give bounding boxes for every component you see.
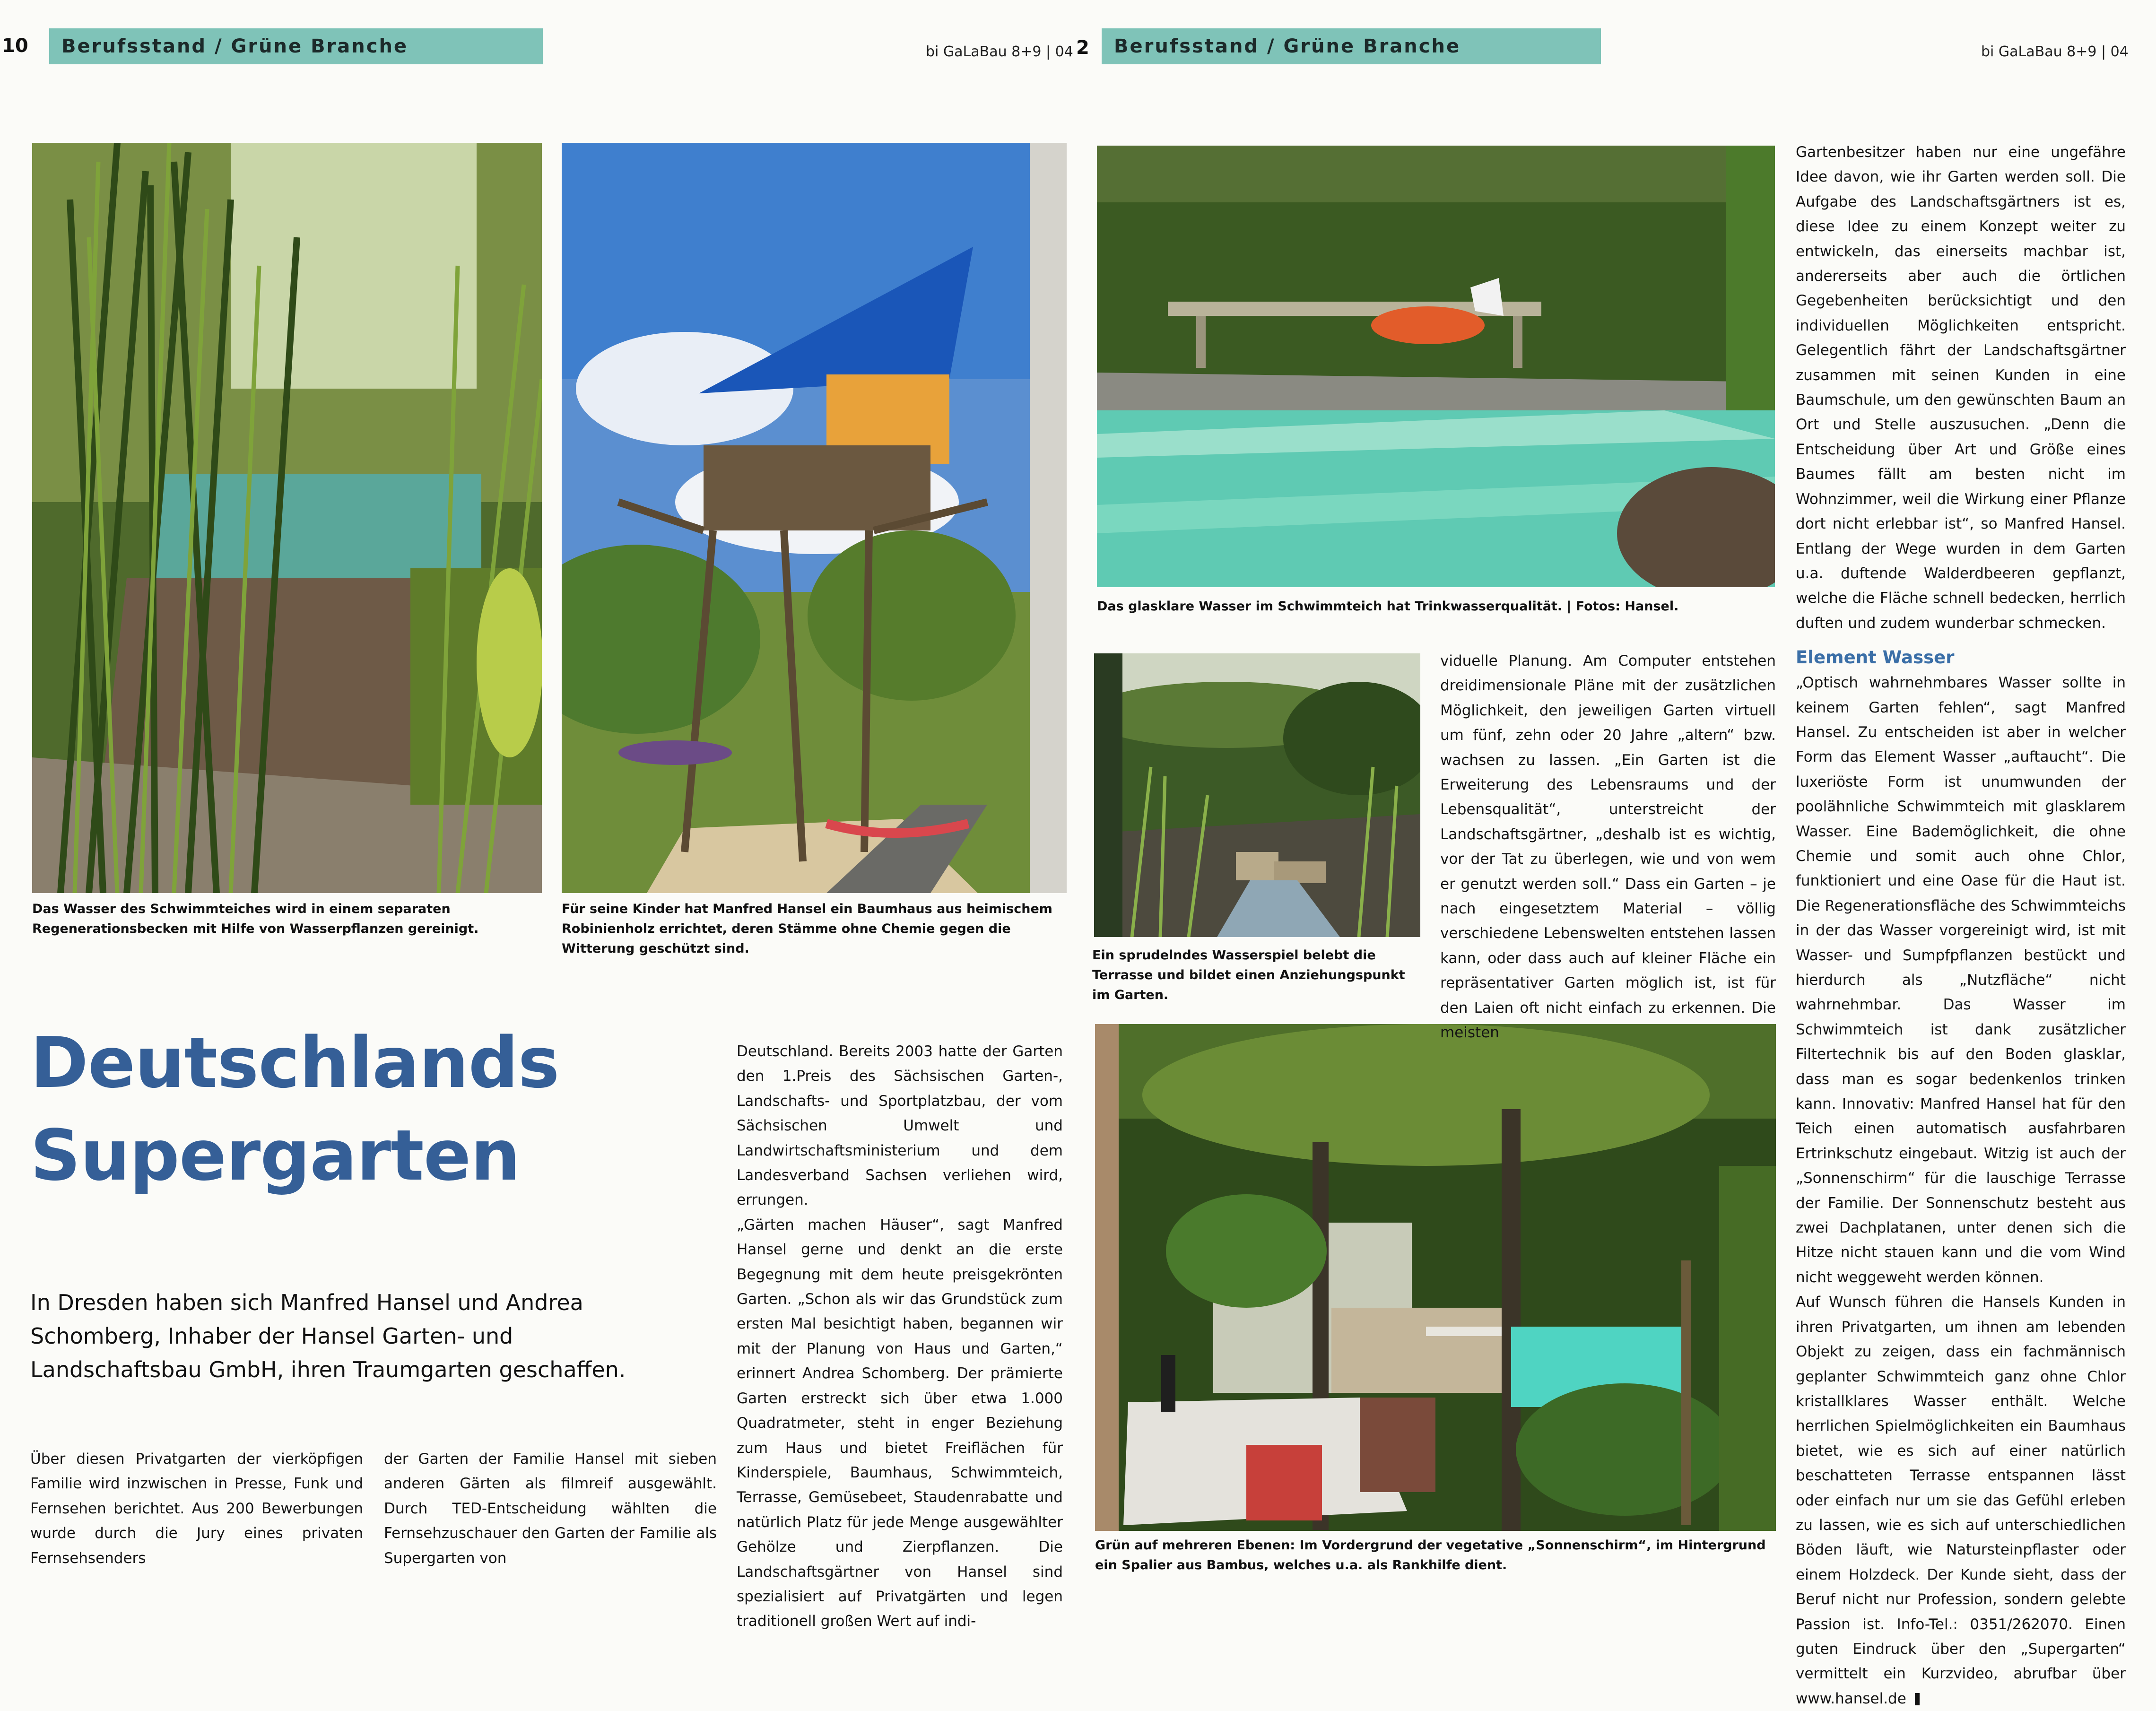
section-title-right: Berufsstand / Grüne Branche bbox=[1114, 35, 1461, 57]
body-column-1 bbox=[30, 1447, 363, 1571]
section-bar-left bbox=[49, 28, 543, 64]
paragraph bbox=[1796, 1290, 2126, 1711]
caption-clear-water: Das glasklare Wasser im Schwimmteich hat Trinkwasserqualität. | Fotos: Hansel. bbox=[1097, 599, 1679, 614]
article-intro: In Dresden haben sich Manfred Hansel und Andrea Schomberg, Inhaber der Hansel Garten- und Landschaftsbau GmbH, ihren Traumgarten geschaffen. bbox=[30, 1290, 626, 1382]
photo-pond-reeds bbox=[32, 143, 542, 893]
body-column-5 bbox=[1796, 140, 2126, 1711]
photo-water-feature bbox=[1094, 653, 1420, 937]
paragraph: „Optisch wahrnehmbares Wasser sollte in keinem Garten fehlen“, sagt Manfred Hansel. Zu entscheiden ist aber in welcher Form das Element Wasser „auftaucht“. Die luxeriöste Form ist unumwunden der poolähnliche Schwimmteich mit glasklarem Wasser. Eine Bademöglichkeit, die ohne Chemie und somit auch ohne Chlor, funktioniert und eine Oase für die Haut ist. Die Regenerationsfläche des Schwimmteichs in der das Wasser vorgereinigt wird, ist mit Wasser- und Sumpfpflanzen bestückt und hierdurch als „Nutzfläche“ nicht wahrnehmbar. Das Wasser im Schwimmteich ist dank zusätzlicher Filtertechnik bis auf den Boden glasklar, dass man es sogar bedenkenlos trinken kann. Innovativ: Manfred Hansel hat für den Teich einen automatisch ausfahrbaren Ertrinkschutz eingebaut. Witzig ist auch der „Sonnenschirm“ für die lauschige Terrasse der Familie. Der Sonnenschutz besteht aus zwei Dachplatanen, unter denen sich die Hitze nicht stauen kann und die vom Wind nicht weggeweht werden können. bbox=[1796, 674, 2126, 1286]
paragraph: Über diesen Privatgarten der vierköpfigen Familie wird inzwischen in Presse, Funk und Fernsehen berichtet. Aus 200 Bewerbungen wurde durch die Jury eines privaten Fernsehsenders bbox=[30, 1450, 363, 1567]
caption-terrace: Grün auf mehreren Ebenen: Im Vordergrund der vegetative „Sonnenschirm“, im Hintergrund ein Spalier aus Bambus, welches u.a. als Rankhilfe dient. bbox=[1095, 1538, 1766, 1572]
paragraph: „Gärten machen Häuser“, sagt Manfred Hansel gerne und denkt an die erste Begegnung mit dem heute preisgekrönten Garten. „Schon als wir das Grundstück zum ersten Mal besichtigt haben, begannen wir mit der Planung von Haus und Garten,“ erinnert Andrea Schomberg. Der prämierte Garten erstreckt sich über etwa 1.000 Quadratmeter, steht in enger Beziehung zum Haus und bietet Freiflächen für Kinderspiele, Baumhaus, Schwimmteich, Terrasse, Gemüsebeet, Staudenrabatte und natürlich Platz für jede Menge ausgewählter Gehölze und Zierpflanzen. Die Landschaftsgärtner von Hansel sind spezialisiert auf Privatgärten und legen traditionell großen Wert auf indi- bbox=[737, 1216, 1063, 1630]
article-headline bbox=[30, 1016, 692, 1202]
caption-treehouse: Für seine Kinder hat Manfred Hansel ein Baumhaus aus heimischem Robinienholz errichtet, deren Stämme ohne Chemie gegen die Witterung geschützt sind. bbox=[562, 902, 1052, 956]
body-column-3 bbox=[737, 1039, 1063, 1634]
issue-label-right: bi GaLaBau 8+9 | 04 bbox=[1981, 43, 2129, 60]
page-number-right: 2 bbox=[1076, 37, 1089, 59]
caption-water-feature: Ein sprudelndes Wasserspiel belebt die Terrasse und bildet einen Anziehungspunkt im Garten. bbox=[1092, 948, 1405, 1002]
subhead-element-wasser: Element Wasser bbox=[1796, 647, 1955, 668]
body-column-4 bbox=[1440, 649, 1776, 1045]
page-number-left: 10 bbox=[2, 35, 28, 57]
paragraph: der Garten der Familie Hansel mit sieben anderen Gärten als filmreif ausgewählt. Durch TED-Entscheidung wählten die Fernsehzuschauer den Garten der Familie als Supergarten von bbox=[384, 1450, 717, 1567]
photo-terrace bbox=[1095, 1024, 1776, 1531]
end-mark bbox=[1915, 1693, 1920, 1705]
section-bar-right bbox=[1102, 28, 1601, 64]
photo-treehouse bbox=[562, 143, 1067, 893]
photo-clear-water bbox=[1097, 146, 1775, 587]
caption-pond-reeds: Das Wasser des Schwimmteiches wird in einem separaten Regenerationsbecken mit Hilfe von Wasserpflanzen gereinigt. bbox=[32, 902, 479, 936]
paragraph: viduelle Planung. Am Computer entstehen dreidimensionale Pläne mit der zusätzlichen Möglichkeit, den jeweiligen Garten virtuell um fünf, zehn oder 20 Jahre „altern“ bzw. wachsen zu lassen. „Ein Garten ist die Erweiterung des Lebensraums und der Lebensqualität“, unterstreicht der Landschaftsgärtner, „deshalb ist es wichtig, vor der Tat zu überlegen, wie und von wem er genutzt werden soll.“ Dass ein Garten – je nach eingesetztem Material – völlig verschiedene Lebenswelten entstehen lassen kann, oder dass auch auf kleiner Fläche ein repräsentativer Garten möglich ist, ist für den Laien oft nicht einfach zu erkennen. Die meisten bbox=[1440, 652, 1776, 1042]
closing-paragraph-text: Auf Wunsch führen die Hansels Kunden in ihren Privatgarten, um ihnen am lebenden Objekt zu zeigen, dass ein fachmännisch geplanter Schwimmteich ganz ohne Chlor kristallklares Wasser enthält. Welche herrlichen Spielmöglichkeiten ein Baumhaus bietet, wie es sich auf einer natürlich beschatteten Terrasse entspannen lässt oder einfach nur um sie das Gefühl erleben zu lassen, wie es sich auf unterschiedlichen Böden läuft, wie Natursteinpflaster oder einem Holzdeck. Der Kunde sieht, dass der Beruf nicht nur Profession, sondern gelebte Passion ist. Info-Tel.: 0351/262070. Einen guten Eindruck über den „Supergarten“ vermittelt ein Kurzvideo, abrufbar über www.hansel.de bbox=[1796, 1294, 2126, 1707]
body-column-2 bbox=[384, 1447, 717, 1571]
headline-line-2: Supergarten bbox=[30, 1115, 520, 1196]
paragraph: Gartenbesitzer haben nur eine ungefähre Idee davon, wie ihr Garten werden soll. Die Aufgabe des Landschaftsgärtners ist es, diese Idee zu einem Konzept weiter zu entwickeln, das einerseits machbar ist, andererseits aber auch die örtlichen Gegebenheiten berücksichtigt und den individuellen Möglichkeiten entspricht. Gelegentlich fährt der Landschaftsgärtner zusammen mit seinen Kunden in eine Baumschule, um den gewünschten Baum an Ort und Stelle auszusuchen. „Denn die Entscheidung über Art und Größe eines Baumes fällt am besten nicht im Wohnzimmer, weil die Wirkung einer Pflanze dort nicht erlebbar ist“, so Manfred Hansel. Entlang der Wege wurden in dem Garten u.a. duftende Walderdbeeren gepflanzt, welche die Fläche schnell bedecken, herrlich duften und zudem wunderbar schmecken. bbox=[1796, 144, 2126, 632]
paragraph: Deutschland. Bereits 2003 hatte der Garten den 1.Preis des Sächsischen Garten-, Landschafts- und Sportplatzbau, der vom Sächsischen Umwelt und Landwirtschaftsministerium und dem Landesverband Sachsen verliehen wird, errungen. bbox=[737, 1043, 1063, 1209]
issue-label-left: bi GaLaBau 8+9 | 04 bbox=[926, 43, 1073, 60]
section-title-left: Berufsstand / Grüne Branche bbox=[61, 35, 409, 57]
headline-line-1: Deutschlands bbox=[30, 1022, 559, 1103]
